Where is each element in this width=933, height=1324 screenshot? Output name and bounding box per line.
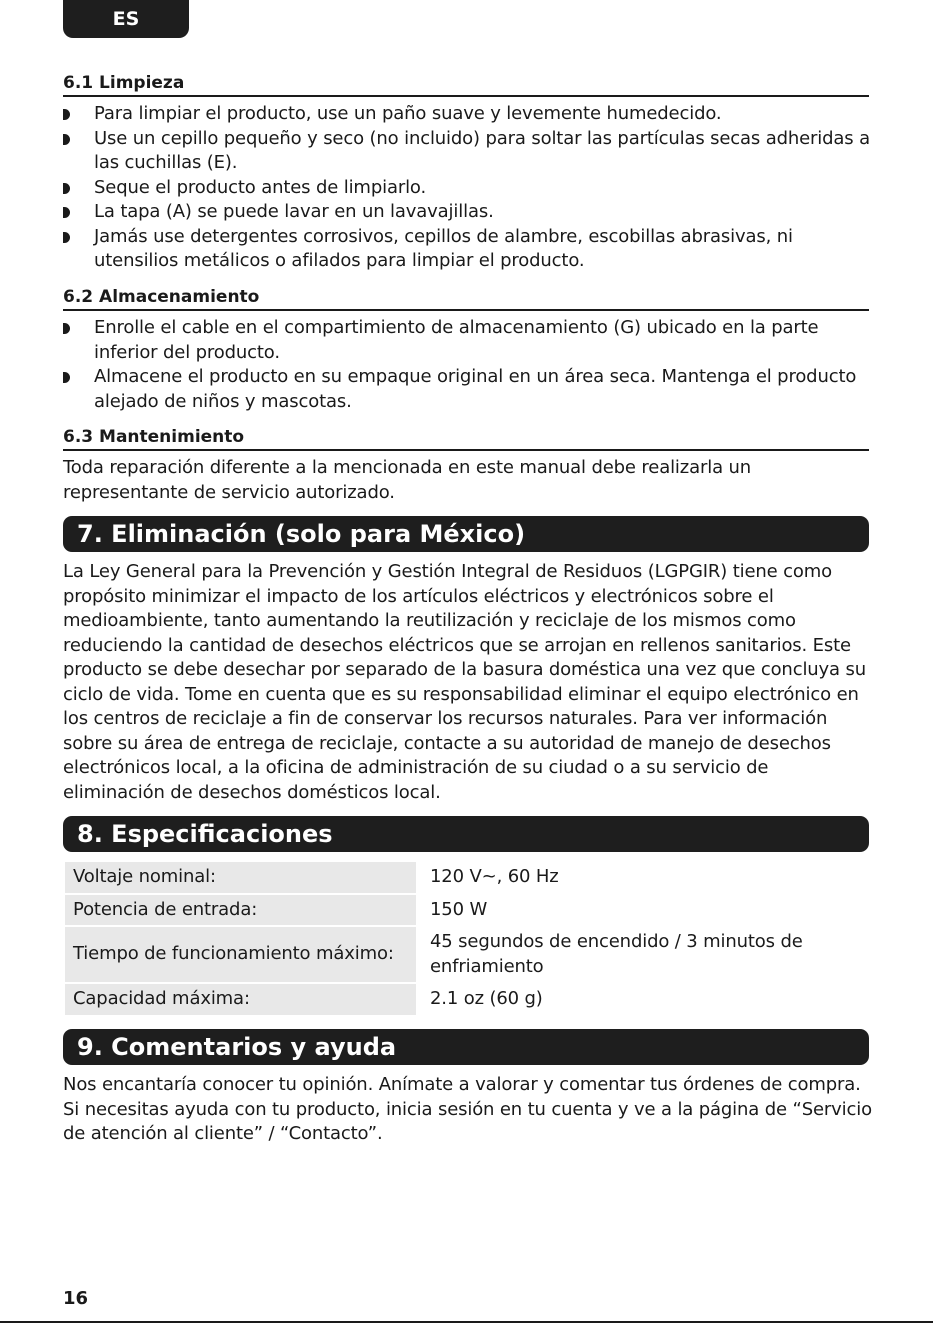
spec-label: Capacidad máxima: — [65, 984, 416, 1015]
spec-value: 2.1 oz (60 g) — [430, 988, 543, 1009]
bullet-icon — [63, 372, 70, 383]
bullet-icon — [63, 207, 70, 218]
list-item: Use un cepillo pequeño y seco (no incluido) para soltar las partículas secas adheridas a las cuchillas (E). — [63, 127, 873, 176]
eliminacion-text: La Ley General para la Prevención y Gestión Integral de Residuos (LGPGIR) tiene como propósito minimizar el impacto de los artículos eléctricos y electrónicos sobre el medioambiente, tanto aumentando la reutilización y reciclaje de los mismos como reduciendo la cantidad de desechos eléctricos que se arrojan en rellenos sanitarios. Este producto se debe desechar por separado de la basura doméstica una vez que concluya su ciclo de vida. Tome en cuenta que es su responsabilidad eliminar el equipo electrónico en los centros de reciclaje a fin de conservar los recursos naturales. Para ver información sobre su área de entrega de reciclaje, contacte a su autoridad de manejo de desechos electrónicos local, a la oficina de administración de su ciudad o a su servicio de eliminación de desechos domésticos local. — [63, 561, 866, 803]
heading-mantenimiento: 6.3 Mantenimiento — [63, 426, 869, 451]
list-item: Para limpiar el producto, use un paño suave y levemente humedecido. — [63, 102, 873, 127]
spec-label: Voltaje nominal: — [65, 862, 416, 893]
list-item: Enrolle el cable en el compartimiento de almacenamiento (G) ubicado en la parte inferior del producto. — [63, 316, 873, 365]
bullet-icon — [63, 323, 70, 334]
bullet-icon — [63, 109, 70, 120]
mantenimiento-text: Toda reparación diferente a la mencionada en este manual debe realizarla un representante de servicio autorizado. — [63, 457, 752, 503]
list-item: Almacene el producto en su empaque original en un área seca. Mantenga el producto alejado de niños y mascotas. — [63, 365, 873, 414]
bullet-icon — [63, 232, 70, 243]
table-row — [65, 895, 867, 926]
page-bottom-rule — [0, 1321, 933, 1323]
table-row — [65, 862, 867, 893]
language-tab: ES — [63, 0, 189, 38]
spec-value: 45 segundos de encendido / 3 minutos de enfriamiento — [430, 931, 803, 977]
heading-limpieza: 6.1 Limpieza — [63, 72, 869, 97]
page-number: 16 — [63, 1288, 89, 1309]
bullet-icon — [63, 183, 70, 194]
spec-value: 150 W — [430, 898, 488, 920]
spec-label: Tiempo de funcionamiento máximo: — [65, 927, 416, 982]
list-limpieza — [63, 102, 873, 274]
spec-value: 120 V~, 60 Hz — [430, 866, 559, 887]
table-row — [65, 927, 867, 982]
section-especificaciones-header: 8. Especificaciones — [63, 816, 869, 852]
bullet-icon — [63, 134, 70, 145]
spec-label: Potencia de entrada: — [65, 895, 416, 926]
list-item: La tapa (A) se puede lavar en un lavavajillas. — [63, 200, 873, 225]
comentarios-text: Nos encantaría conocer tu opinión. Anímate a valorar y comentar tus órdenes de compra. Si necesitas ayuda con tu producto, inicia sesión en tu cuenta y ve a la página de “Servicio de atención al cliente” / “Contacto”. — [63, 1074, 872, 1144]
table-row — [65, 984, 867, 1015]
list-item: Seque el producto antes de limpiarlo. — [63, 176, 873, 201]
list-almacenamiento — [63, 316, 873, 414]
section-comentarios-header: 9. Comentarios y ayuda — [63, 1029, 869, 1065]
section-eliminacion-header: 7. Eliminación (solo para México) — [63, 516, 869, 552]
heading-almacenamiento: 6.2 Almacenamiento — [63, 286, 869, 311]
spec-table — [63, 860, 869, 1017]
list-item: Jamás use detergentes corrosivos, cepillos de alambre, escobillas abrasivas, ni utensilios metálicos o afilados para limpiar el producto. — [63, 225, 873, 274]
